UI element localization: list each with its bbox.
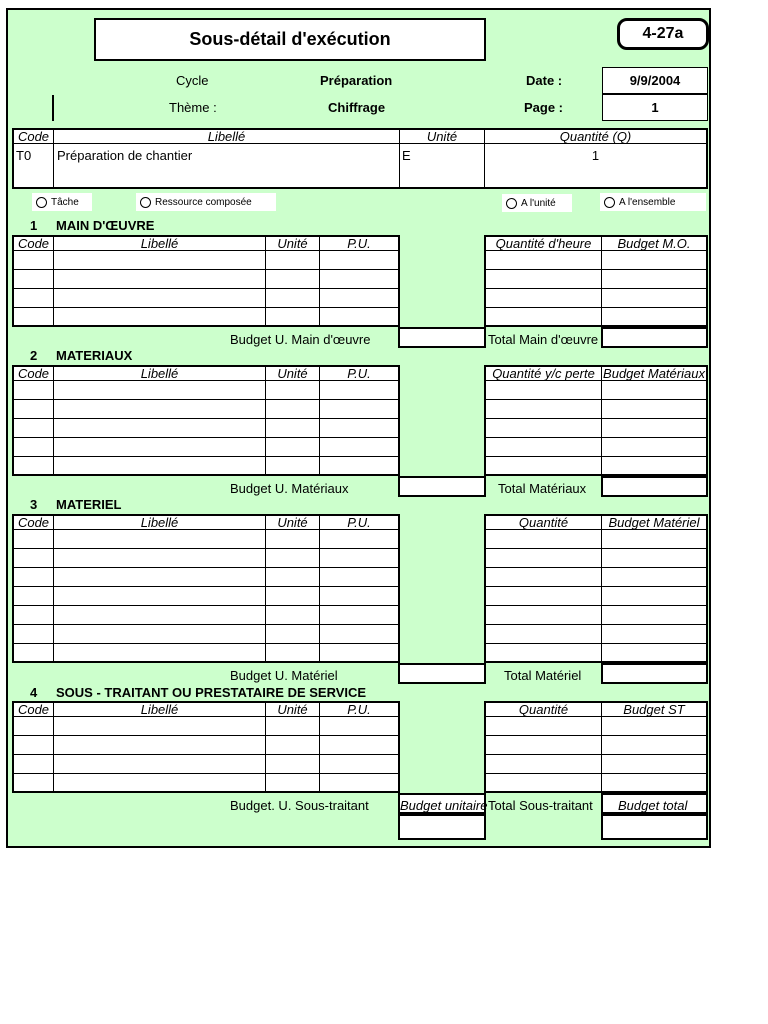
table-cell-budget[interactable]	[601, 624, 708, 644]
budget-unit-field[interactable]	[398, 327, 486, 348]
table-cell-libelle[interactable]	[53, 437, 266, 457]
budget-unit-label: Budget U. Matériel	[230, 668, 338, 683]
table-cell-pu[interactable]	[319, 754, 400, 774]
table-cell-pu[interactable]	[319, 269, 400, 289]
column-header-budget: Budget Matériel	[601, 514, 708, 530]
budget-unit-field[interactable]	[398, 476, 486, 497]
table-cell-budget[interactable]	[601, 307, 708, 327]
table-cell-code[interactable]	[12, 624, 54, 644]
column-header-code: Code	[12, 701, 54, 717]
table-cell-libelle[interactable]	[53, 269, 266, 289]
table-cell-budget[interactable]	[601, 250, 708, 270]
total-field[interactable]	[601, 663, 708, 684]
table-cell-unite[interactable]	[265, 380, 320, 400]
table-cell-quantite[interactable]	[484, 716, 602, 736]
table-cell-unite[interactable]	[265, 716, 320, 736]
table-cell-budget[interactable]	[601, 716, 708, 736]
table-cell-pu[interactable]	[319, 437, 400, 457]
table-cell-pu[interactable]	[319, 456, 400, 476]
table-cell-pu[interactable]	[319, 586, 400, 606]
radio-ressource-composee[interactable]	[136, 193, 276, 211]
table-cell-code[interactable]	[12, 773, 54, 793]
table-cell-libelle[interactable]	[53, 605, 266, 625]
section-title: MATERIAUX	[56, 348, 133, 363]
column-header-code: Code	[12, 235, 54, 251]
table-cell-pu[interactable]	[319, 624, 400, 644]
table-cell-budget[interactable]	[601, 773, 708, 793]
table-cell-code[interactable]	[12, 456, 54, 476]
table-cell-quantite[interactable]	[484, 586, 602, 606]
table-cell-libelle[interactable]	[53, 735, 266, 755]
table-cell-quantite[interactable]	[484, 643, 602, 663]
column-header-budget: Budget Matériaux	[601, 365, 708, 381]
table-cell-unite[interactable]	[265, 567, 320, 587]
table-cell-code[interactable]	[12, 380, 54, 400]
column-header-code: Code	[12, 514, 54, 530]
table-cell-libelle[interactable]	[53, 399, 266, 419]
table-cell-pu[interactable]	[319, 605, 400, 625]
section-number: 3	[30, 497, 38, 512]
column-header-budget: Budget ST	[601, 701, 708, 717]
table-cell-budget[interactable]	[601, 399, 708, 419]
budget-unit-label: Budget. U. Sous-traitant	[230, 798, 369, 813]
table-cell-quantite[interactable]	[484, 548, 602, 568]
table-cell-code[interactable]	[12, 288, 54, 308]
table-cell-quantite[interactable]	[484, 735, 602, 755]
table-cell-code[interactable]	[12, 735, 54, 755]
column-header-unite: Unité	[265, 365, 320, 381]
task-libelle-cell[interactable]: Préparation de chantier	[53, 144, 400, 189]
table-cell-budget[interactable]	[601, 567, 708, 587]
table-cell-pu[interactable]	[319, 735, 400, 755]
column-header-quantite: Quantité	[484, 514, 602, 530]
total-field[interactable]	[601, 476, 708, 497]
radio-a-l-unite[interactable]	[502, 194, 572, 212]
table-cell-code[interactable]	[12, 754, 54, 774]
column-header-libelle: Libellé	[53, 514, 266, 530]
sheet-code-badge: 4-27a	[617, 18, 709, 50]
radio-unite-label: A l'unité	[521, 197, 556, 209]
table-cell-quantite[interactable]	[484, 307, 602, 327]
table-cell-budget[interactable]	[601, 418, 708, 438]
page-title: Sous-détail d'exécution	[94, 18, 486, 61]
section-number: 1	[30, 218, 38, 233]
section-number: 4	[30, 685, 38, 700]
table-cell-quantite[interactable]	[484, 624, 602, 644]
separator	[52, 95, 54, 121]
radio-circle-icon	[140, 197, 151, 208]
task-quantite-cell[interactable]: 1	[484, 144, 708, 189]
column-header-libelle: Libellé	[53, 365, 266, 381]
total-label: Total Matériel	[504, 668, 582, 683]
total-label: Total Sous-traitant	[488, 798, 593, 813]
table-cell-pu[interactable]	[319, 380, 400, 400]
table-cell-quantite[interactable]	[484, 529, 602, 549]
date-field[interactable]: 9/9/2004	[602, 67, 708, 94]
table-cell-quantite[interactable]	[484, 269, 602, 289]
table-cell-libelle[interactable]	[53, 567, 266, 587]
table-cell-pu[interactable]	[319, 288, 400, 308]
table-cell-code[interactable]	[12, 399, 54, 419]
radio-a-l-ensemble[interactable]	[600, 193, 706, 211]
table-cell-libelle[interactable]	[53, 418, 266, 438]
task-header-code: Code	[12, 128, 54, 145]
table-cell-libelle[interactable]	[53, 754, 266, 774]
task-header-libelle: Libellé	[53, 128, 400, 145]
table-cell-budget[interactable]	[601, 643, 708, 663]
budget-unitaire-label: Budget unitaire	[400, 798, 488, 813]
table-cell-code[interactable]	[12, 567, 54, 587]
section-title: MAIN D'ŒUVRE	[56, 218, 155, 233]
budget-unit-label: Budget U. Main d'œuvre	[230, 332, 371, 347]
table-cell-unite[interactable]	[265, 624, 320, 644]
total-label: Total Matériaux	[498, 481, 587, 496]
table-cell-pu[interactable]	[319, 548, 400, 568]
table-cell-code[interactable]	[12, 269, 54, 289]
table-cell-budget[interactable]	[601, 548, 708, 568]
budget-total-label: Budget total	[618, 798, 688, 813]
table-cell-unite[interactable]	[265, 288, 320, 308]
radio-circle-icon	[36, 197, 47, 208]
table-cell-code[interactable]	[12, 716, 54, 736]
task-header-unite: Unité	[399, 128, 485, 145]
table-cell-unite[interactable]	[265, 250, 320, 270]
table-cell-libelle[interactable]	[53, 288, 266, 308]
column-header-quantite: Quantité d'heure	[484, 235, 602, 251]
budget-unit-label: Budget U. Matériaux	[230, 481, 349, 496]
budget-unit-field[interactable]	[398, 663, 486, 684]
column-header-budget: Budget M.O.	[601, 235, 708, 251]
cycle-label: Cycle	[176, 73, 209, 88]
table-cell-pu[interactable]	[319, 307, 400, 327]
radio-tache-label: Tâche	[51, 196, 79, 208]
table-cell-libelle[interactable]	[53, 773, 266, 793]
table-cell-code[interactable]	[12, 586, 54, 606]
table-cell-quantite[interactable]	[484, 399, 602, 419]
table-cell-unite[interactable]	[265, 456, 320, 476]
table-cell-quantite[interactable]	[484, 250, 602, 270]
table-cell-unite[interactable]	[265, 773, 320, 793]
table-cell-budget[interactable]	[601, 380, 708, 400]
budget-total-field[interactable]	[601, 814, 708, 840]
table-cell-pu[interactable]	[319, 567, 400, 587]
table-cell-code[interactable]	[12, 548, 54, 568]
table-cell-code[interactable]	[12, 643, 54, 663]
table-cell-code[interactable]	[12, 437, 54, 457]
table-cell-code[interactable]	[12, 250, 54, 270]
date-label: Date :	[526, 73, 563, 88]
table-cell-quantite[interactable]	[484, 380, 602, 400]
table-cell-libelle[interactable]	[53, 529, 266, 549]
table-cell-unite[interactable]	[265, 437, 320, 457]
table-cell-libelle[interactable]	[53, 586, 266, 606]
radio-circle-icon	[506, 198, 517, 209]
budget-unitaire-field[interactable]	[398, 814, 486, 840]
table-cell-budget[interactable]	[601, 269, 708, 289]
table-cell-pu[interactable]	[319, 643, 400, 663]
table-cell-budget[interactable]	[601, 586, 708, 606]
column-header-quantite: Quantité y/c perte	[484, 365, 602, 381]
table-cell-budget[interactable]	[601, 288, 708, 308]
table-cell-libelle[interactable]	[53, 307, 266, 327]
total-label: Total Main d'œuvre	[488, 332, 599, 347]
table-cell-libelle[interactable]	[53, 716, 266, 736]
table-cell-unite[interactable]	[265, 754, 320, 774]
table-cell-budget[interactable]	[601, 437, 708, 457]
table-cell-unite[interactable]	[265, 643, 320, 663]
task-code-cell[interactable]: T0	[12, 144, 54, 189]
table-cell-quantite[interactable]	[484, 288, 602, 308]
table-cell-budget[interactable]	[601, 735, 708, 755]
table-cell-budget[interactable]	[601, 529, 708, 549]
table-cell-quantite[interactable]	[484, 773, 602, 793]
table-cell-code[interactable]	[12, 307, 54, 327]
table-cell-unite[interactable]	[265, 586, 320, 606]
column-header-unite: Unité	[265, 701, 320, 717]
table-cell-code[interactable]	[12, 529, 54, 549]
column-header-pu: P.U.	[319, 701, 400, 717]
table-cell-quantite[interactable]	[484, 567, 602, 587]
section-title: MATERIEL	[56, 497, 122, 512]
table-cell-unite[interactable]	[265, 269, 320, 289]
task-header-quantite: Quantité (Q)	[484, 128, 708, 145]
total-field[interactable]	[601, 327, 708, 348]
table-cell-pu[interactable]	[319, 418, 400, 438]
table-cell-libelle[interactable]	[53, 250, 266, 270]
column-header-pu: P.U.	[319, 235, 400, 251]
table-cell-quantite[interactable]	[484, 418, 602, 438]
table-cell-budget[interactable]	[601, 605, 708, 625]
section-number: 2	[30, 348, 38, 363]
table-cell-quantite[interactable]	[484, 754, 602, 774]
column-header-quantite: Quantité	[484, 701, 602, 717]
table-cell-quantite[interactable]	[484, 456, 602, 476]
task-unite-cell[interactable]: E	[399, 144, 485, 189]
table-cell-unite[interactable]	[265, 307, 320, 327]
radio-ressource-label: Ressource composée	[155, 196, 252, 208]
table-cell-libelle[interactable]	[53, 643, 266, 663]
column-header-pu: P.U.	[319, 365, 400, 381]
table-cell-unite[interactable]	[265, 399, 320, 419]
table-cell-pu[interactable]	[319, 716, 400, 736]
section-title: SOUS - TRAITANT OU PRESTATAIRE DE SERVICE	[56, 685, 367, 700]
table-cell-pu[interactable]	[319, 399, 400, 419]
table-cell-pu[interactable]	[319, 250, 400, 270]
table-cell-unite[interactable]	[265, 529, 320, 549]
table-cell-unite[interactable]	[265, 548, 320, 568]
column-header-libelle: Libellé	[53, 235, 266, 251]
table-cell-unite[interactable]	[265, 735, 320, 755]
table-cell-libelle[interactable]	[53, 380, 266, 400]
column-header-unite: Unité	[265, 235, 320, 251]
table-cell-code[interactable]	[12, 418, 54, 438]
table-cell-budget[interactable]	[601, 456, 708, 476]
table-cell-libelle[interactable]	[53, 548, 266, 568]
table-cell-unite[interactable]	[265, 605, 320, 625]
column-header-code: Code	[12, 365, 54, 381]
table-cell-quantite[interactable]	[484, 437, 602, 457]
column-header-unite: Unité	[265, 514, 320, 530]
table-cell-unite[interactable]	[265, 418, 320, 438]
theme-value: Chiffrage	[328, 100, 386, 115]
radio-tache[interactable]	[32, 193, 92, 211]
table-cell-pu[interactable]	[319, 773, 400, 793]
table-cell-pu[interactable]	[319, 529, 400, 549]
column-header-pu: P.U.	[319, 514, 400, 530]
radio-ensemble-label: A l'ensemble	[619, 196, 676, 208]
table-cell-quantite[interactable]	[484, 605, 602, 625]
table-cell-code[interactable]	[12, 605, 54, 625]
column-header-libelle: Libellé	[53, 701, 266, 717]
theme-label: Thème :	[169, 100, 217, 115]
table-cell-libelle[interactable]	[53, 624, 266, 644]
worksheet	[6, 8, 711, 848]
page-number-field[interactable]: 1	[602, 94, 708, 121]
radio-circle-icon	[604, 197, 615, 208]
table-cell-budget[interactable]	[601, 754, 708, 774]
table-cell-libelle[interactable]	[53, 456, 266, 476]
cycle-value: Préparation	[320, 73, 393, 88]
page-label: Page :	[524, 100, 564, 115]
